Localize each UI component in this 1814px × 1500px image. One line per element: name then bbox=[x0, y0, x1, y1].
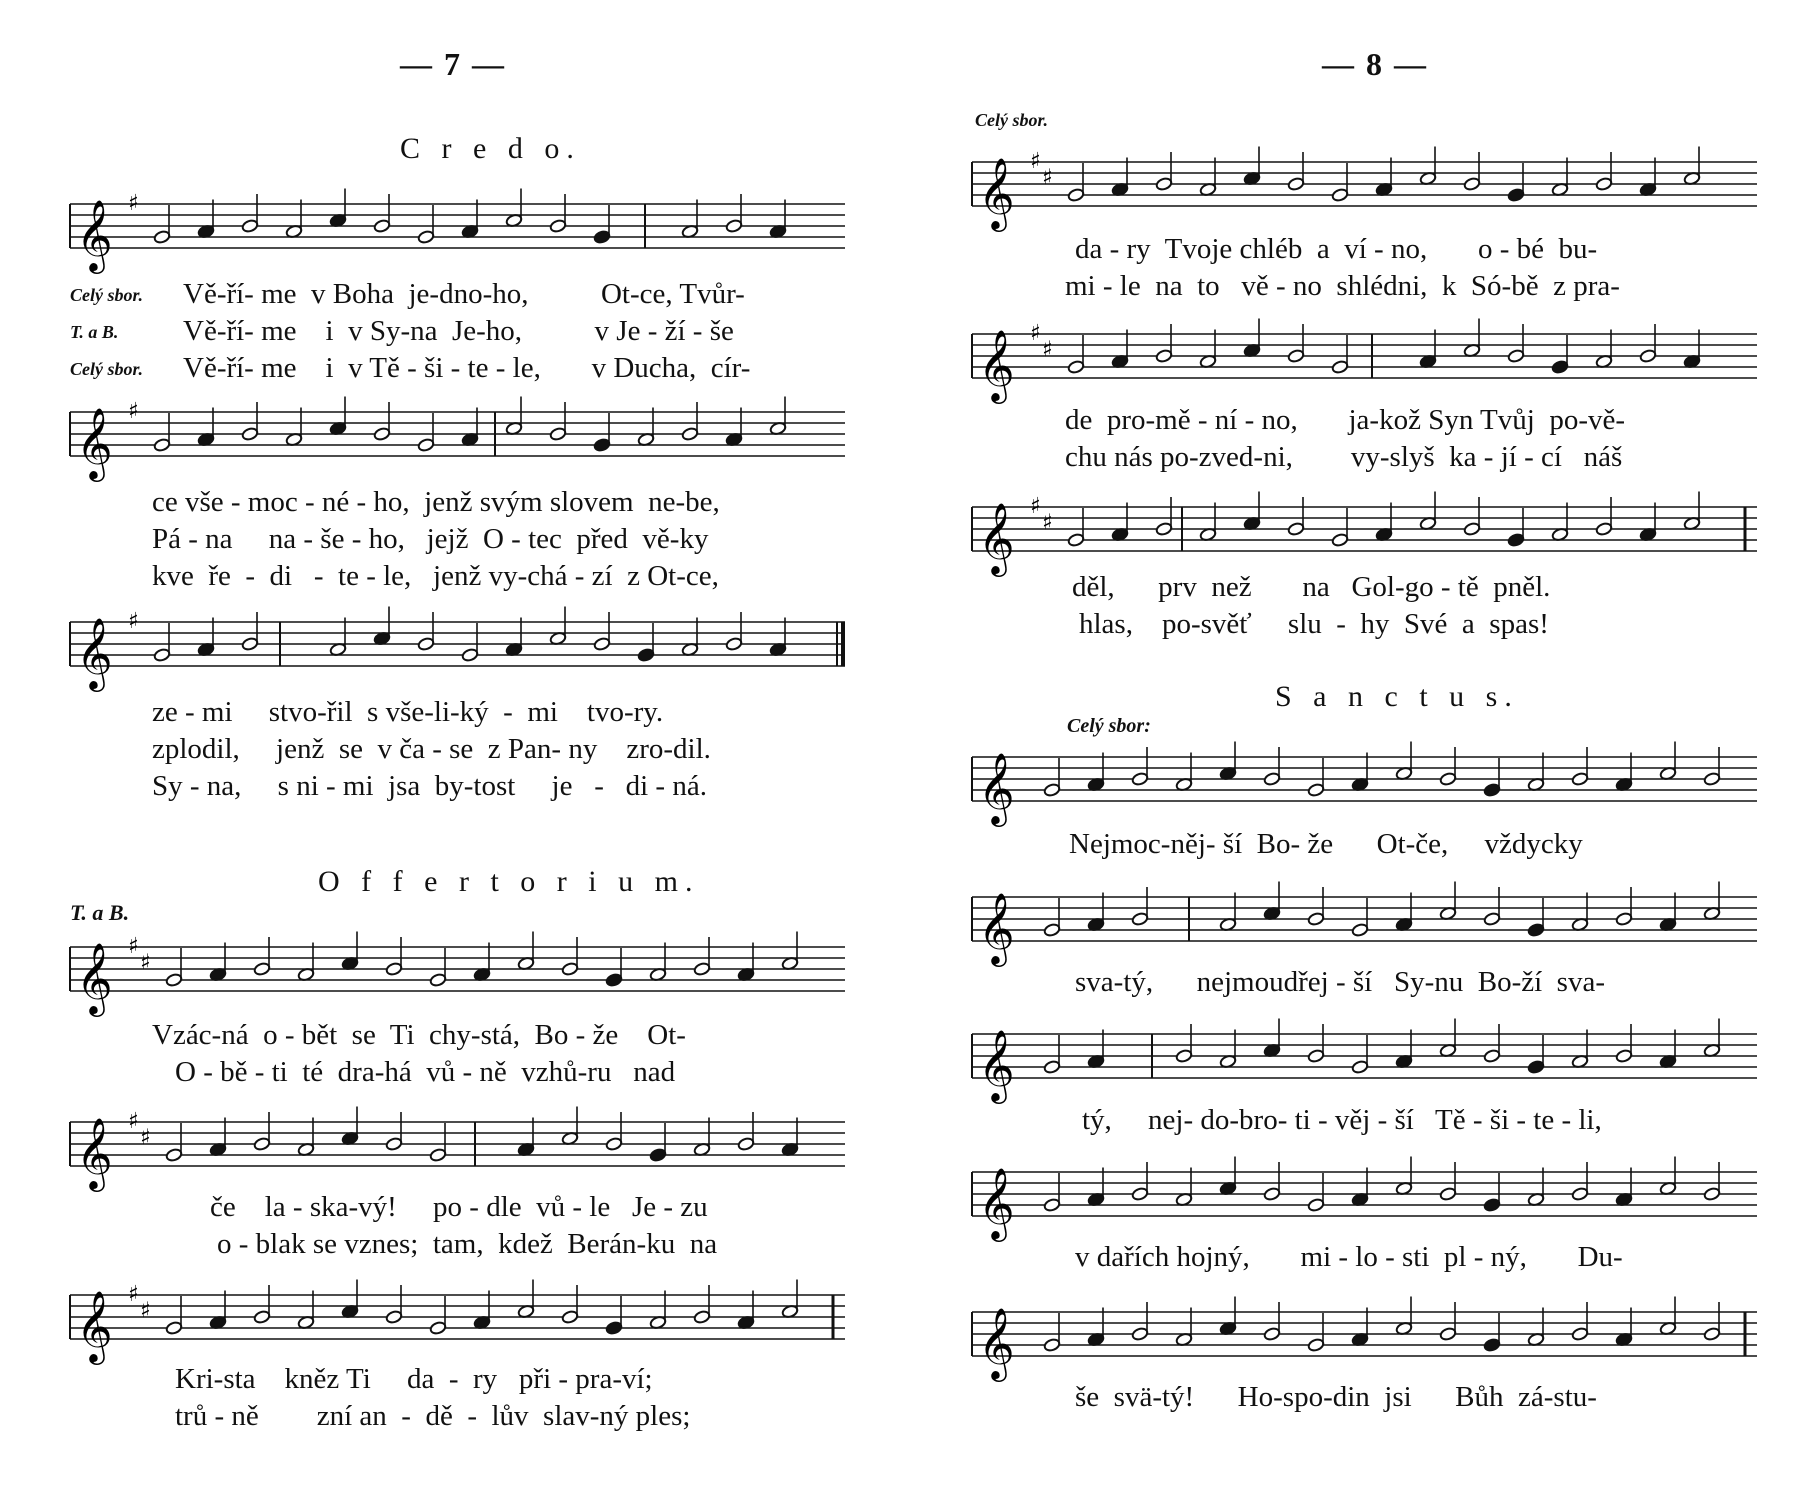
sharp-icon: ♯ bbox=[1030, 321, 1041, 346]
note-head bbox=[1483, 1338, 1501, 1353]
note-head bbox=[1595, 177, 1613, 192]
treble-clef-icon: 𝄞 bbox=[978, 1306, 1015, 1379]
lyric-line: mi - le na to vě - no shlédni, k Só-bě z pra- bbox=[1065, 270, 1620, 302]
lyric-line: hlas, po-svěť slu - hy Své a spas! bbox=[1079, 608, 1549, 640]
lyric-line: ce vše - moc - né - ho, jenž svým slovem ne-be, bbox=[152, 486, 720, 518]
note-head bbox=[725, 637, 743, 652]
note-head bbox=[1067, 188, 1085, 203]
note-head bbox=[1287, 349, 1305, 364]
lyric-line: ze - mi stvo-řil s vše-li-ký - mi tvo-ry. bbox=[152, 696, 664, 728]
sharp-icon: ♯ bbox=[128, 609, 139, 634]
note-head bbox=[165, 1148, 183, 1163]
note-head bbox=[165, 1321, 183, 1336]
note-head bbox=[1571, 1327, 1589, 1342]
note-head bbox=[417, 230, 435, 245]
credo-staff-1 bbox=[70, 191, 845, 271]
note-head bbox=[1703, 1327, 1721, 1342]
note-head bbox=[593, 438, 611, 453]
lyric-line: še svä-tý! Ho-spo-din jsi Bůh zá-stu- bbox=[1075, 1381, 1597, 1413]
note-head bbox=[385, 962, 403, 977]
note-head bbox=[429, 1321, 447, 1336]
treble-clef-icon: 𝄞 bbox=[978, 1028, 1015, 1101]
note-head bbox=[1551, 360, 1569, 375]
note-head bbox=[429, 1148, 447, 1163]
note-head bbox=[253, 1310, 271, 1325]
note-head bbox=[1155, 522, 1173, 537]
note-head bbox=[681, 427, 699, 442]
treble-clef-icon: 𝄞 bbox=[76, 1116, 113, 1189]
lyric-line: Nejmoc-něj- ší Bo- že Ot-če, vždycky bbox=[1069, 828, 1583, 860]
note-head bbox=[549, 427, 567, 442]
note-head bbox=[1527, 1060, 1545, 1075]
note-head bbox=[1507, 533, 1525, 548]
note-head bbox=[461, 648, 479, 663]
note-head bbox=[1131, 772, 1149, 787]
note-head bbox=[153, 648, 171, 663]
treble-clef-icon: 𝄞 bbox=[76, 1289, 113, 1362]
note-head bbox=[417, 637, 435, 652]
note-head bbox=[373, 427, 391, 442]
note-head bbox=[1043, 1060, 1061, 1075]
treble-clef-icon: 𝄞 bbox=[978, 891, 1015, 964]
note-head bbox=[605, 1321, 623, 1336]
treble-clef-icon: 𝄞 bbox=[978, 501, 1015, 574]
note-head bbox=[1131, 912, 1149, 927]
sharp-icon: ♯ bbox=[1042, 337, 1053, 363]
note-head bbox=[1507, 188, 1525, 203]
note-head bbox=[385, 1310, 403, 1325]
treble-clef-icon: 𝄞 bbox=[978, 156, 1015, 229]
note-head bbox=[241, 219, 259, 234]
note-head bbox=[1043, 1198, 1061, 1213]
sanctus-staff-1 bbox=[972, 745, 1757, 824]
note-head bbox=[737, 1137, 755, 1152]
note-head bbox=[1263, 772, 1281, 787]
note-head bbox=[1639, 349, 1657, 364]
note-head bbox=[1155, 177, 1173, 192]
sharp-icon: ♯ bbox=[1042, 510, 1053, 536]
lyric-line: děl, prv než na Gol-go - tě pněl. bbox=[1072, 571, 1551, 603]
lyric-line: Pá - na na - še - ho, jejž O - tec před vě-ky bbox=[152, 523, 709, 555]
offertorium-staff-3 bbox=[70, 1282, 845, 1362]
lyric-line: tý, nej- do-bro- ti - věj - ší Tě - ši - te - li, bbox=[1082, 1104, 1602, 1136]
voice-label: T. a B. bbox=[70, 900, 130, 925]
note-head bbox=[1331, 533, 1349, 548]
lyric-line: O - bě - ti té dra-há vů - ně vzhů-ru nad bbox=[175, 1056, 676, 1088]
note-head bbox=[373, 219, 391, 234]
lyric-line: Sy - na, s ni - mi jsa by-tost je - di - ná. bbox=[152, 770, 707, 802]
note-head bbox=[1615, 1049, 1633, 1064]
note-head bbox=[549, 219, 567, 234]
note-head bbox=[593, 230, 611, 245]
note-head bbox=[1571, 1187, 1589, 1202]
note-head bbox=[417, 438, 435, 453]
credo-staff-3 bbox=[70, 609, 845, 689]
lyric-line: trů - ně zní an - dě - lův slav-ný ples; bbox=[175, 1400, 691, 1432]
note-head bbox=[1043, 783, 1061, 798]
note-head bbox=[1483, 1049, 1501, 1064]
note-head bbox=[1043, 1338, 1061, 1353]
page-number: — 7 — bbox=[400, 46, 506, 82]
treble-clef-icon: 𝄞 bbox=[978, 328, 1015, 401]
sanctus-staff-4 bbox=[972, 1160, 1757, 1239]
note-head bbox=[153, 438, 171, 453]
note-head bbox=[1483, 1198, 1501, 1213]
sharp-icon: ♯ bbox=[128, 1282, 139, 1307]
sanctus-title: S a n c t u s. bbox=[1275, 680, 1519, 713]
lyric-line: de pro-mě - ní - no, ja-kož Syn Tvůj po-vě- bbox=[1065, 404, 1626, 436]
note-head bbox=[561, 1310, 579, 1325]
sanctus-staff-3 bbox=[972, 1022, 1757, 1101]
treble-clef-icon: 𝄞 bbox=[978, 751, 1015, 824]
sharp-icon: ♯ bbox=[128, 934, 139, 959]
note-head bbox=[1483, 783, 1501, 798]
note-head bbox=[605, 1137, 623, 1152]
treble-clef-icon: 𝄞 bbox=[76, 616, 113, 689]
note-head bbox=[605, 973, 623, 988]
note-head bbox=[1507, 349, 1525, 364]
credo-staff-2 bbox=[70, 399, 845, 479]
note-head bbox=[253, 1137, 271, 1152]
sharp-icon: ♯ bbox=[140, 1125, 151, 1151]
note-head bbox=[165, 973, 183, 988]
note-head bbox=[1439, 1187, 1457, 1202]
offertorium-cont-staff-3 bbox=[972, 494, 1757, 574]
sharp-icon: ♯ bbox=[140, 950, 151, 976]
note-head bbox=[1307, 912, 1325, 927]
note-head bbox=[241, 637, 259, 652]
note-head bbox=[1463, 522, 1481, 537]
note-head bbox=[429, 973, 447, 988]
lyric-line: Vě-ří- me i v Sy-na Je-ho, v Je - ží - še bbox=[183, 315, 734, 347]
offertorium-staff-2 bbox=[70, 1109, 845, 1189]
voice-label: Celý sbor. bbox=[70, 285, 144, 305]
lyric-line: Vě-ří- me v Boha je-dno-ho, Ot-ce, Tvůr- bbox=[183, 278, 745, 310]
sharp-icon: ♯ bbox=[1042, 165, 1053, 191]
treble-clef-icon: 𝄞 bbox=[76, 406, 113, 479]
lyric-line: da - ry Tvoje chléb a ví - no, o - bé bu- bbox=[1075, 233, 1598, 265]
note-head bbox=[241, 427, 259, 442]
lyric-line: o - blak se vznes; tam, kdež Berán-ku na bbox=[217, 1228, 718, 1260]
note-head bbox=[1439, 1327, 1457, 1342]
note-head bbox=[1351, 1060, 1369, 1075]
sanctus-staff-2 bbox=[972, 885, 1757, 964]
note-head bbox=[385, 1137, 403, 1152]
lyric-line: kve ře - di - te - le, jenž vy-chá - zí z Ot-ce, bbox=[152, 560, 719, 592]
sharp-icon: ♯ bbox=[1030, 149, 1041, 174]
note-head bbox=[1351, 923, 1369, 938]
lyric-line: chu nás po-zved-ni, vy-slyš ka - jí - cí náš bbox=[1065, 441, 1623, 473]
note-head bbox=[1331, 188, 1349, 203]
note-head bbox=[1263, 1187, 1281, 1202]
note-head bbox=[1571, 772, 1589, 787]
note-head bbox=[1263, 1327, 1281, 1342]
sanctus-staff-5 bbox=[972, 1300, 1757, 1379]
treble-clef-icon: 𝄞 bbox=[76, 198, 113, 271]
note-head bbox=[1131, 1187, 1149, 1202]
note-head bbox=[1287, 177, 1305, 192]
note-head bbox=[253, 962, 271, 977]
note-head bbox=[637, 648, 655, 663]
note-head bbox=[1463, 177, 1481, 192]
offertorium-title: O f f e r t o r i u m. bbox=[318, 865, 700, 898]
page-right bbox=[907, 0, 1814, 1500]
offertorium-staff-1 bbox=[70, 934, 845, 1014]
note-head bbox=[1483, 912, 1501, 927]
note-head bbox=[593, 637, 611, 652]
note-head bbox=[1155, 349, 1173, 364]
treble-clef-icon: 𝄞 bbox=[76, 941, 113, 1014]
sharp-icon: ♯ bbox=[128, 399, 139, 424]
note-head bbox=[1067, 360, 1085, 375]
note-head bbox=[1703, 1187, 1721, 1202]
note-head bbox=[1307, 1198, 1325, 1213]
voice-label: Celý sbor. bbox=[70, 359, 144, 379]
offertorium-cont-staff-2 bbox=[972, 321, 1757, 401]
note-head bbox=[1439, 772, 1457, 787]
note-head bbox=[1307, 1338, 1325, 1353]
note-head bbox=[1307, 1049, 1325, 1064]
lyric-line: v dařích hojný, mi - lo - sti pl - ný, Du- bbox=[1075, 1241, 1623, 1273]
voice-label: T. a B. bbox=[70, 322, 119, 342]
note-head bbox=[1595, 522, 1613, 537]
sharp-icon: ♯ bbox=[140, 1298, 151, 1324]
lyric-line: zplodil, jenž se v ča - se z Pan- ny zro-dil. bbox=[152, 733, 711, 765]
lyric-line: Vzác-ná o - bět se Ti chy-stá, Bo - že Ot- bbox=[152, 1019, 686, 1051]
offertorium-cont-staff-1 bbox=[972, 149, 1757, 229]
note-head bbox=[153, 230, 171, 245]
voice-label: Celý sbor. bbox=[975, 110, 1049, 130]
sharp-icon: ♯ bbox=[1030, 494, 1041, 519]
lyric-line: če la - ska-vý! po - dle vů - le Je - zu bbox=[210, 1191, 708, 1223]
note-head bbox=[1043, 923, 1061, 938]
note-head bbox=[1703, 772, 1721, 787]
note-head bbox=[1307, 783, 1325, 798]
note-head bbox=[1287, 522, 1305, 537]
note-head bbox=[1067, 533, 1085, 548]
lyric-line: Kri-sta kněz Ti da - ry při - pra-ví; bbox=[175, 1363, 653, 1395]
credo-title: C r e d o. bbox=[400, 132, 581, 165]
voice-label: Celý sbor: bbox=[1067, 715, 1151, 737]
note-head bbox=[649, 1148, 667, 1163]
note-head bbox=[561, 962, 579, 977]
lyric-line: Vě-ří- me i v Tě - ši - te - le, v Ducha, cír- bbox=[183, 352, 751, 384]
lyric-line: sva-tý, nejmoudřej - ší Sy-nu Bo-ží sva- bbox=[1075, 966, 1605, 998]
sharp-icon: ♯ bbox=[128, 1109, 139, 1134]
treble-clef-icon: 𝄞 bbox=[978, 1166, 1015, 1239]
note-head bbox=[1331, 360, 1349, 375]
note-head bbox=[1131, 1327, 1149, 1342]
note-head bbox=[1527, 923, 1545, 938]
page-number: — 8 — bbox=[1322, 46, 1428, 82]
note-head bbox=[1175, 1049, 1193, 1064]
note-head bbox=[693, 1310, 711, 1325]
sharp-icon: ♯ bbox=[128, 191, 139, 216]
note-head bbox=[693, 962, 711, 977]
note-head bbox=[725, 219, 743, 234]
note-head bbox=[1615, 912, 1633, 927]
